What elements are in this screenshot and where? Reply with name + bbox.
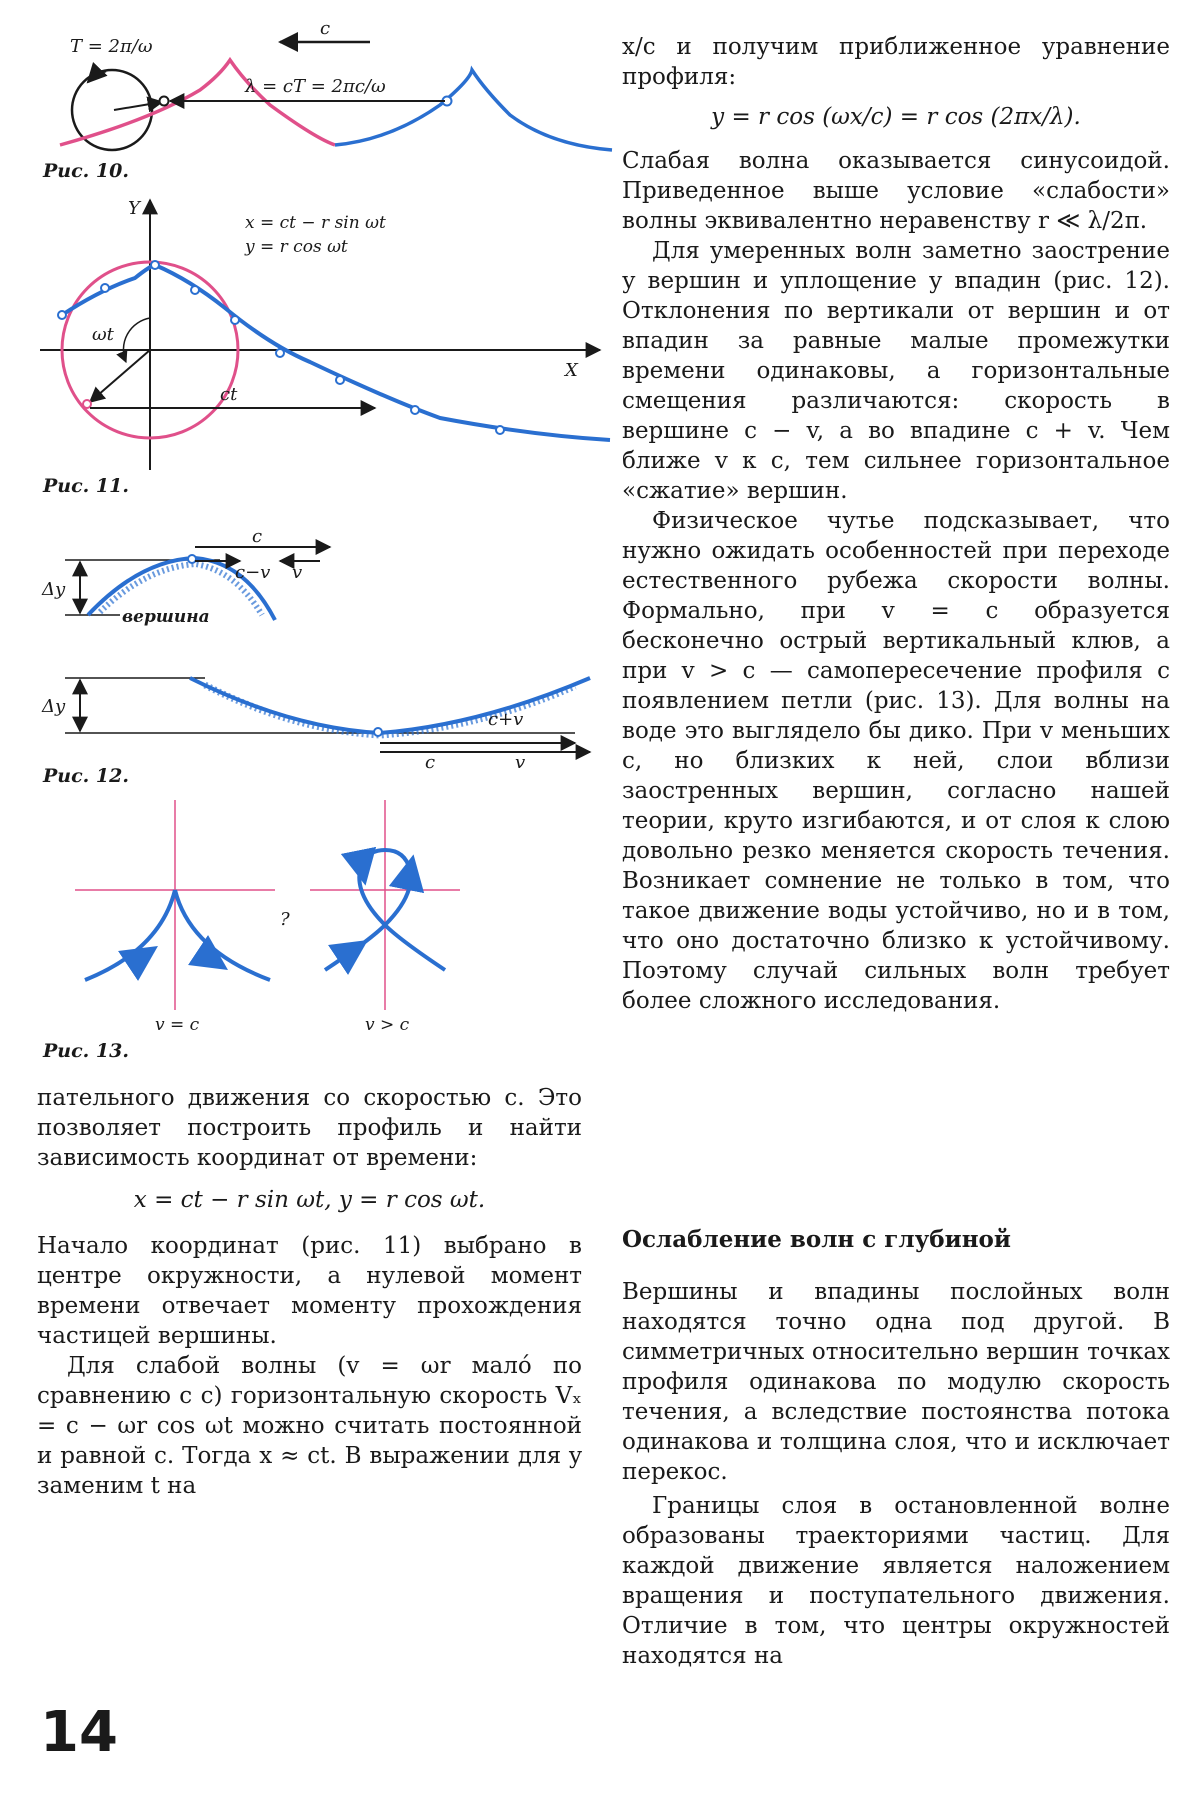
question-mark: ? bbox=[280, 909, 290, 930]
crest-c-label: c bbox=[252, 526, 263, 547]
crest-word-label: вершина bbox=[122, 607, 210, 627]
trough-v-label: v bbox=[515, 752, 526, 770]
right-paragraph-3: Для умеренных волн заметно заострение у вершин и уплощение у впадин (рис. 12). Отклонения по вертикали от вершин и от впадин за равные малые промежутки времени одинаковы, а горизонтальные смещения различаются: скорость в вершине c − v, а во впадине c + v. Чем ближе v к c, тем сильнее горизонтальное «сжатие» вершин. bbox=[622, 238, 1170, 504]
right-paragraph-6: Границы слоя в остановленной волне образованы траекториями частиц. Для каждой движение является наложением вращения и поступательного движения. Отличие в том, что центры окружностей находятся на bbox=[622, 1493, 1170, 1669]
shift-label: ct bbox=[220, 384, 238, 405]
y-axis-label: Y bbox=[128, 198, 140, 219]
equation-y: y = r cos ωt bbox=[245, 237, 348, 257]
wavelength-label: λ = cT = 2πc/ω bbox=[245, 76, 386, 97]
right-paragraph-5: Вершины и впадины послойных волн находятся точно одна под другой. В симметричных относительно вершин точках профиля одинакова по модулю скорость течения, а вследствие постоянства потока одинакова и толщина слоя, что и исключает перекос. bbox=[622, 1279, 1170, 1485]
right-column-section bbox=[622, 1225, 1170, 1671]
crest-v-label: v bbox=[292, 562, 303, 583]
right-paragraph-2: Слабая волна оказывается синусоидой. Приведенное выше условие «слабости» волны эквивалентно неравенству r ≪ λ/2π. bbox=[622, 148, 1170, 234]
trough-c-label: c bbox=[425, 752, 436, 770]
equation-x: x = ct − r sin ωt bbox=[245, 213, 386, 233]
velocity-label: c bbox=[320, 18, 331, 39]
cusp-profile-left bbox=[85, 890, 175, 980]
figure-12-caption: Рис. 12. bbox=[43, 765, 129, 787]
left-paragraph-2: Начало координат (рис. 11) выбрано в центре окружности, а нулевой момент времени отвечает моменту прохождения частицей вершины. bbox=[37, 1233, 582, 1349]
left-formula-1: x = ct − r sin ωt, y = r cos ωt. bbox=[133, 1187, 486, 1213]
section-heading: Ослабление волн с глубиной bbox=[622, 1226, 1011, 1253]
figure-10-caption: Рис. 10. bbox=[43, 160, 129, 182]
crest-cmv-label: c−v bbox=[235, 562, 271, 583]
figure-12 bbox=[30, 520, 620, 770]
trough-dy-label: Δy bbox=[42, 696, 66, 717]
figure-10 bbox=[30, 10, 620, 160]
x-axis-label: X bbox=[565, 360, 578, 381]
figure-13-caption: Рис. 13. bbox=[43, 1040, 129, 1062]
trochoid-profile bbox=[62, 265, 610, 440]
cusp-profile-right bbox=[175, 890, 270, 980]
angle-label: ωt bbox=[92, 324, 114, 345]
page-number: 14 bbox=[40, 1700, 118, 1765]
figure-11-caption: Рис. 11. bbox=[43, 475, 129, 497]
crest-dy-label: Δy bbox=[42, 579, 66, 600]
trough-cpv-label: c+v bbox=[488, 709, 524, 730]
period-label: T = 2π/ω bbox=[70, 36, 153, 57]
left-column bbox=[37, 1083, 582, 1501]
right-formula-1: y = r cos (ωx/c) = r cos (2πx/λ). bbox=[711, 104, 1081, 130]
figure-11 bbox=[30, 190, 620, 480]
right-column bbox=[622, 32, 1170, 1016]
figure-13 bbox=[30, 800, 620, 1040]
loop-label: v > c bbox=[365, 1015, 410, 1035]
right-paragraph-1: x/c и получим приближенное уравнение профиля: bbox=[622, 34, 1170, 90]
left-paragraph-1: пательного движения со скоростью c. Это позволяет построить профиль и найти зависимость координат от времени: bbox=[37, 1085, 582, 1171]
cusp-label: v = c bbox=[155, 1015, 200, 1035]
right-paragraph-4: Физическое чутье подсказывает, что нужно ожидать особенностей при переходе естественного рубежа скорости волны. Формально, при v = c образуется бесконечно острый вертикальный клюв, а при v > c — самопересечение профиля с появлением петли (рис. 13). Для волны на воде это выглядело бы дико. При v меньших c, но близких к ней, слои вблизи заостренных вершин, согласно нашей теории, круто изгибаются, и от слоя к слою довольно резко меняется скорость течения. Возникает сомнение не только в том, что такое движение воды устойчиво, но и в том, что оно достаточно близко к устойчивому. Поэтому случай сильных волн требует более сложного исследования. bbox=[622, 508, 1170, 1014]
left-paragraph-3: Для слабой волны (v = ωr мало́ по сравнению с c) горизонтальную скорость Vₓ = c − ωr cos ωt можно считать постоянной и равной c. Тогда x ≈ ct. В выражении для y заменим t на bbox=[37, 1353, 582, 1499]
